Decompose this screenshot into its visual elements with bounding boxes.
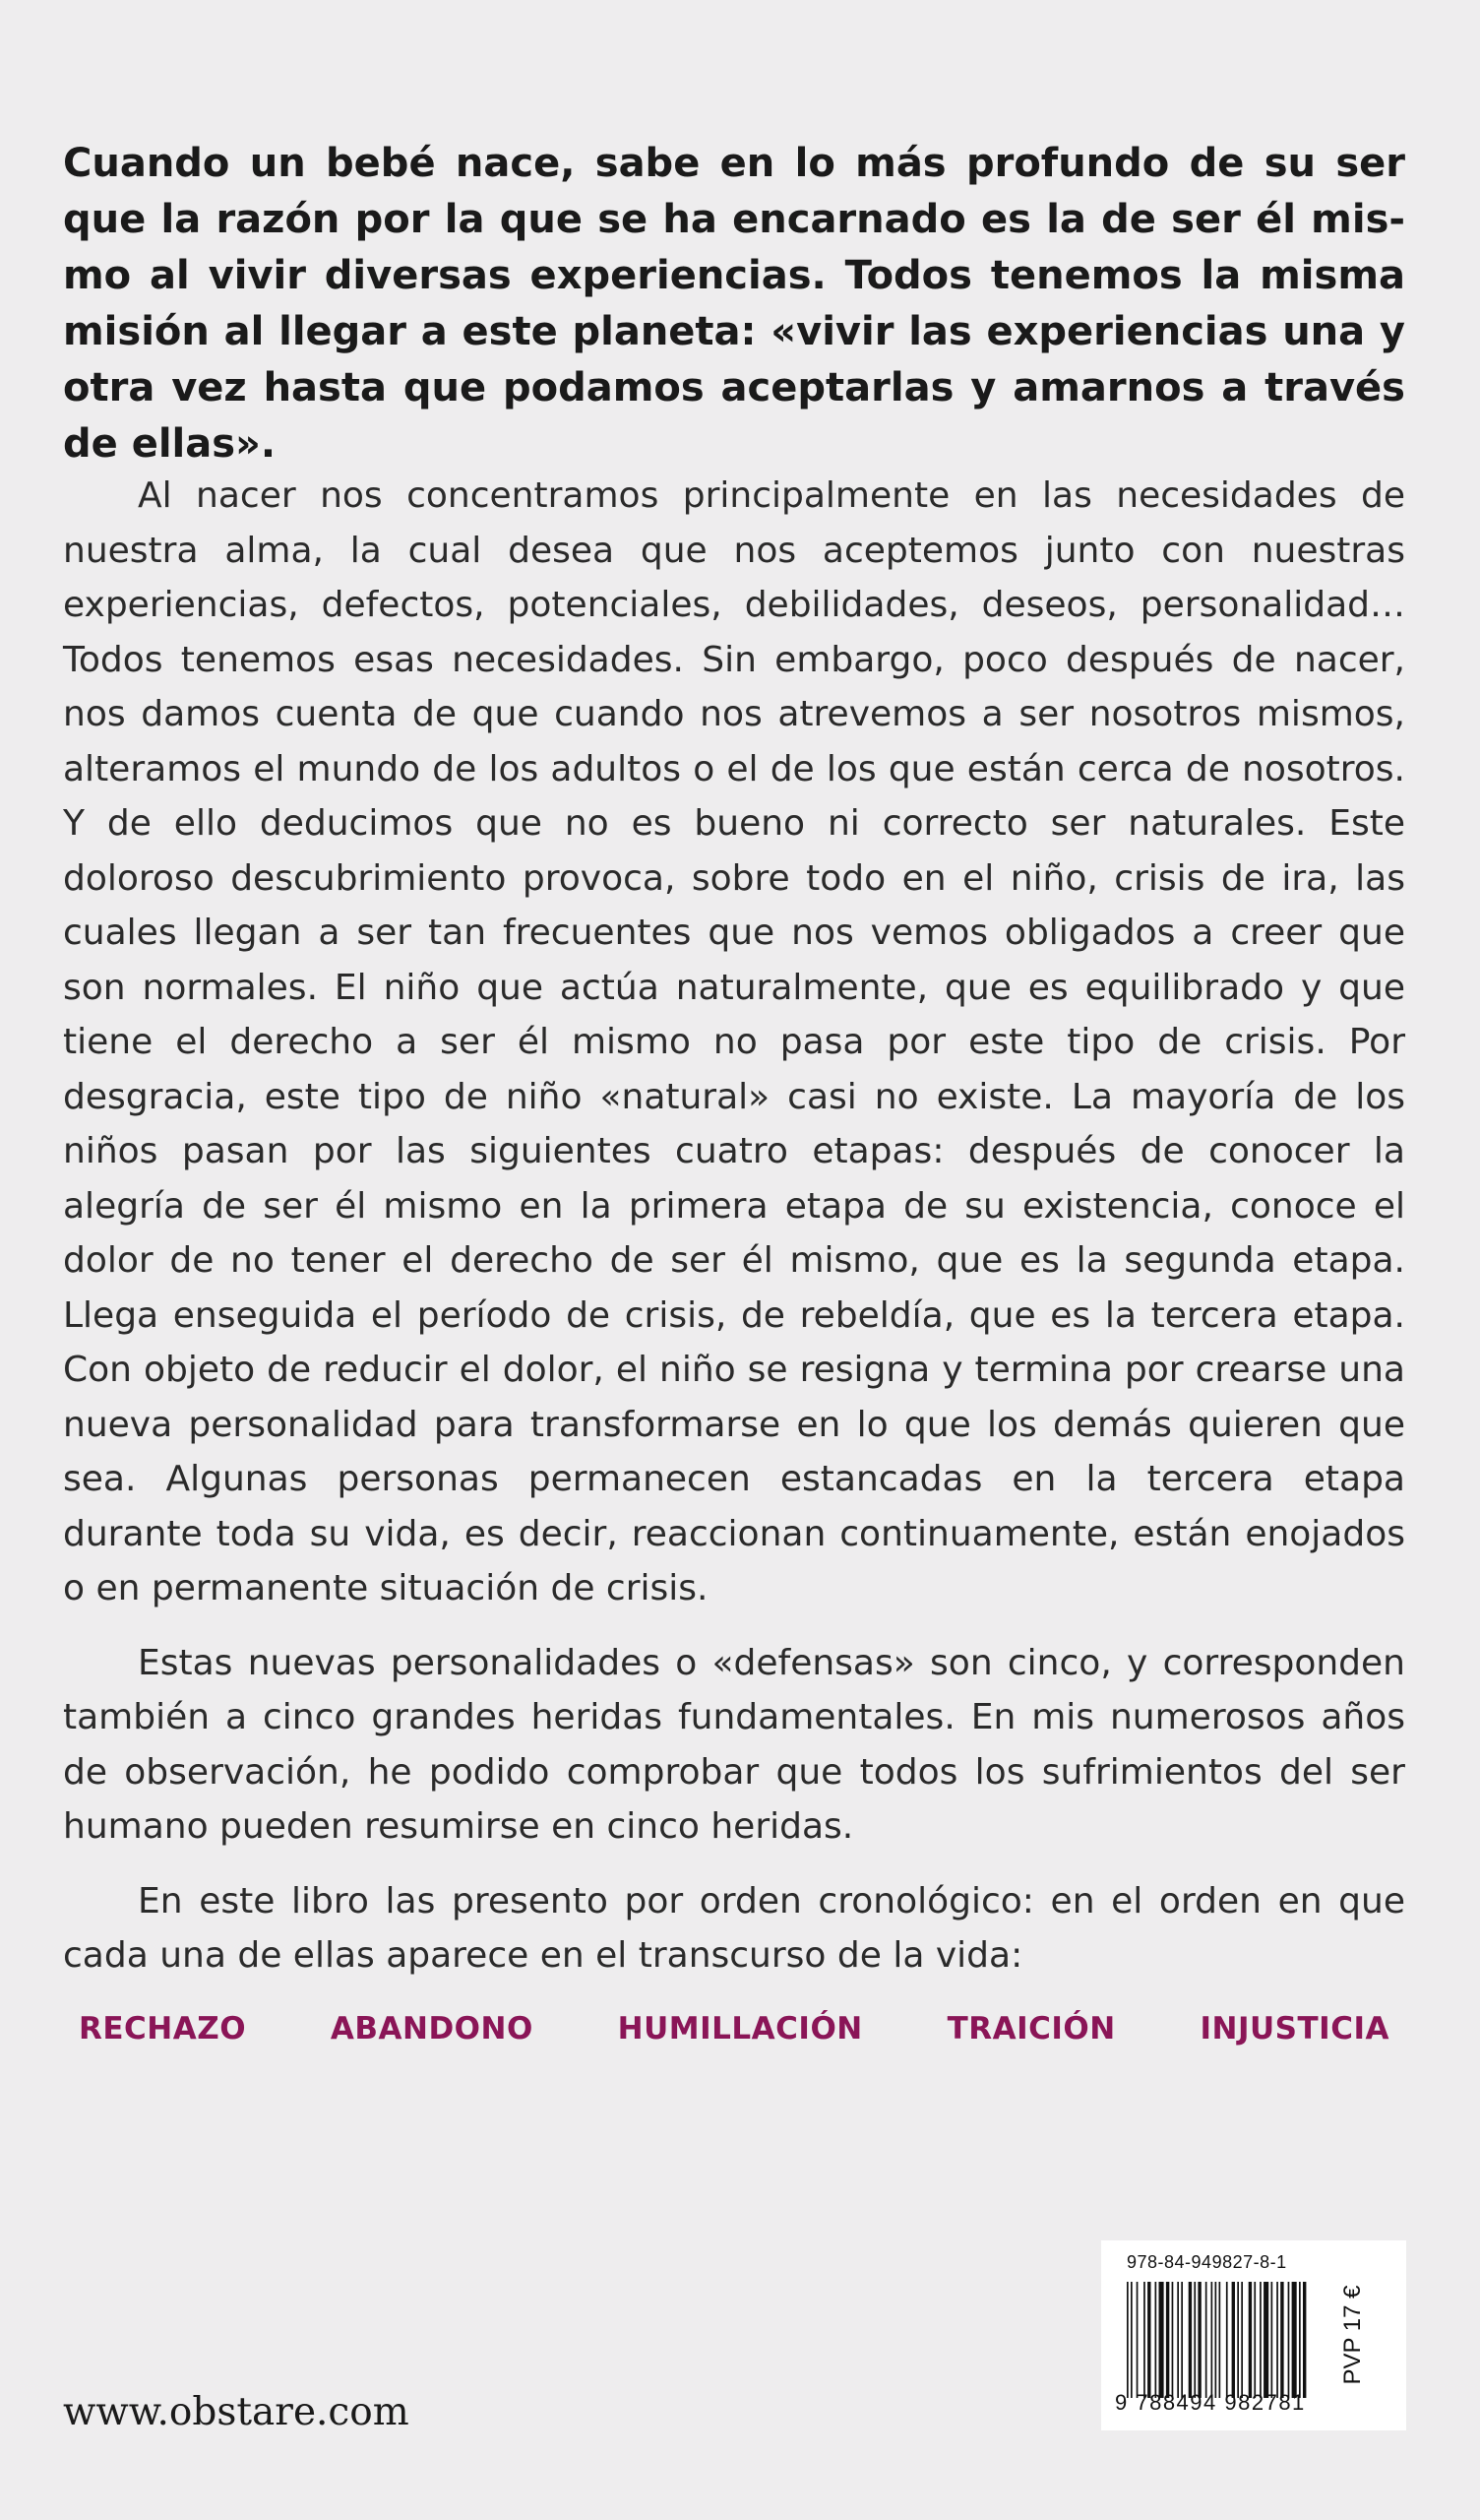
wound-traicion: TRAICIÓN [947, 2011, 1116, 2047]
wound-injusticia: INJUSTICIA [1200, 2011, 1389, 2047]
body-paragraph-1: Al nacer nos concentramos principalmente en las necesidades de nuestra alma, la cual desea que nos aceptemos junto con nuestras experiencias, defectos, potenciales, debilidades, deseos, personalidad… Todos tenemos esas necesidades. Sin embargo, poco después de nacer, nos damos cuenta de que cuando nos atrevemos a ser nosotros mismos, alteramos el mundo de los adultos o el de los que están cerca de nosotros. Y de ello deducimos que no es bueno ni correcto ser naturales. Este doloroso descubrimiento provoca, sobre todo en el niño, crisis de ira, las cuales llegan a ser tan frecuentes que nos vemos obligados a creer que son normales. El niño que actúa naturalmente, que es equilibrado y que tiene el derecho a ser él mismo no pasa por este tipo de crisis. Por desgracia, este tipo de niño «natural» casi no existe. La mayoría de los niños pasan por las siguientes cuatro etapas: después de conocer la alegría de ser él mismo en la primera etapa de su existencia, conoce el dolor de no tener el derecho de ser él mismo, que es la segunda etapa. Llega enseguida el período de crisis, de rebeldía, que es la tercera etapa. Con objeto de reducir el dolor, el niño se resigna y termina por crearse una nueva personalidad para transformarse en lo que los demás quieren que sea. Algunas personas permanecen estancadas en la tercera etapa durante toda su vida, es decir, reaccionan continuamente, están enojados o en permanente situación de crisis. [63, 475, 1405, 1608]
wound-humillacion: HUMILLACIÓN [617, 2011, 863, 2047]
barcode-image [1127, 2282, 1347, 2398]
intro-paragraph: Cuando un bebé nace, sabe en lo más profundo de su ser que la razón por la que se ha encarnado es la de ser él mismo al vivir diversas experiencias. Todos tenemos la misma misión al llegar a este planeta: «vivir las experiencias una y otra vez hasta que podamos aceptarlas y amarnos a través de ellas». [63, 141, 1405, 467]
wound-rechazo: RECHAZO [79, 2011, 247, 2047]
isbn-number: 978-84-949827-8-1 [1127, 2252, 1287, 2272]
wounds-list [63, 2011, 1405, 2047]
barcode-digits: 9 788494 982781 [1115, 2390, 1306, 2415]
body-text [63, 469, 1405, 2003]
publisher-website: www.obstare.com [63, 2390, 409, 2434]
wound-abandono: ABANDONO [330, 2011, 533, 2047]
barcode-label [1101, 2240, 1406, 2430]
body-paragraph-3: En este libro las presento por orden cronológico: en el orden en que cada una de ellas aparece en el transcurso de la vida: [63, 1880, 1405, 1976]
price-label: PVP 17 € [1339, 2285, 1366, 2385]
body-paragraph-2: Estas nuevas personalidades o «defensas» son cinco, y corresponden también a cinco grandes heridas fundamentales. En mis numerosos años de observación, he podido comprobar que todos los sufrimientos del ser humano pueden resumirse en cinco heridas. [63, 1642, 1405, 1847]
